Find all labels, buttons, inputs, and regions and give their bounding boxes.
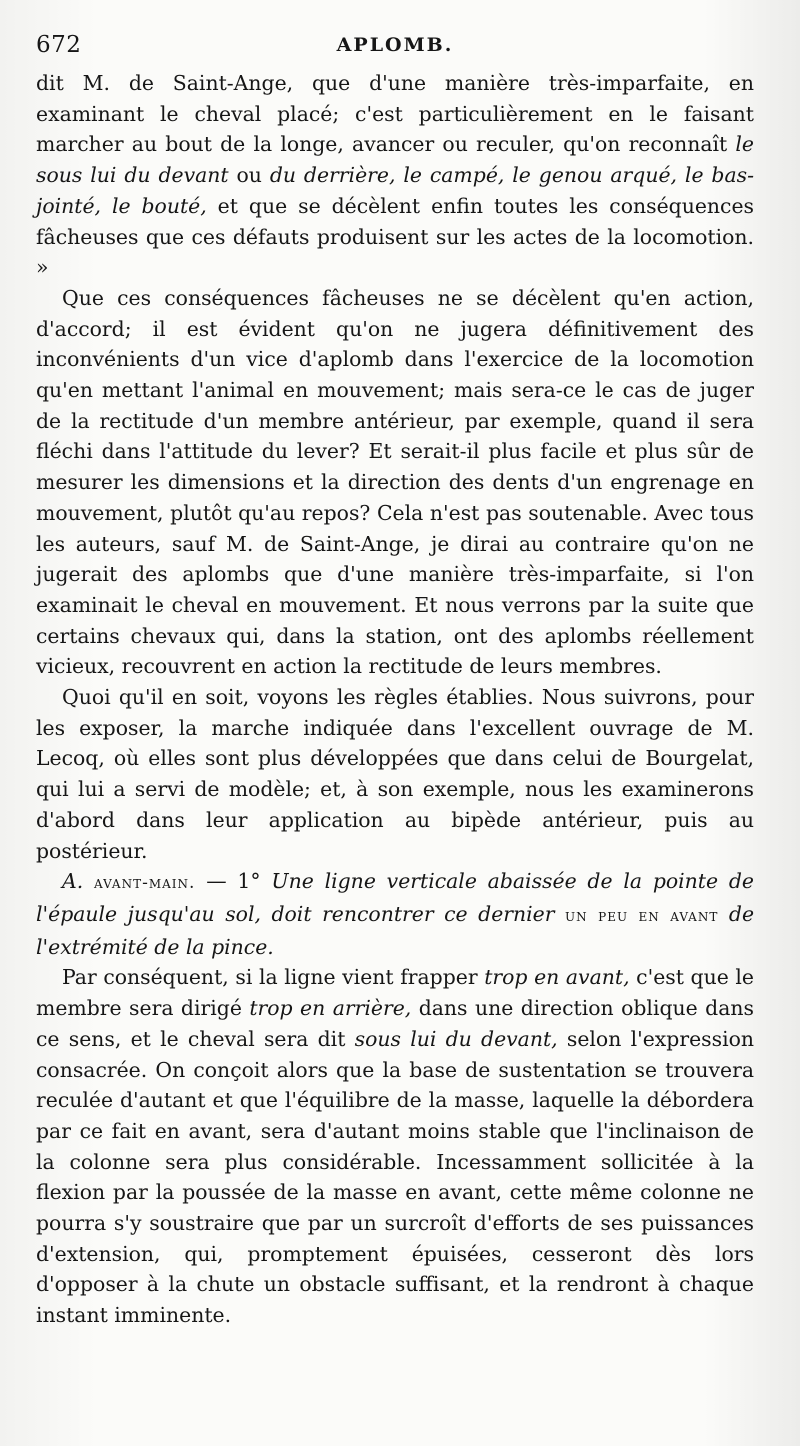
italic-text: sous lui du devant, <box>354 1026 558 1051</box>
paragraph <box>36 68 754 283</box>
page-number: 672 <box>36 32 82 58</box>
italic-text: trop en avant, <box>484 965 630 990</box>
italic-text: trop en arrière, <box>249 996 412 1021</box>
text-run: et que se décèlent enfin toutes les conséquences fâcheuses que ces défauts produisent sur les actes de la locomotion. » <box>36 193 754 280</box>
text-run: Quoi qu'il en soit, voyons les règles établies. Nous suivrons, pour les exposer, la marche indiquée dans l'excellent ouvrage de M. Lecoq, où elles sont plus développées que dans celui de Bourgelat, qui lui a servi de modèle; et, à son exemple, nous les examinerons d'abord dans leur application au bipède antérieur, puis au postérieur. <box>36 685 754 863</box>
text-run: dit M. de Saint-Ange, que d'une manière très-imparfaite, en examinant le cheval placé; c'est particulièrement en le faisant marcher au bout de la longe, avancer ou reculer, qu'on reconnaît <box>36 71 754 157</box>
body-text <box>36 68 754 1331</box>
paragraph <box>36 283 754 682</box>
italic-text: le sous lui du devant <box>36 132 754 188</box>
text-run: — 1° <box>195 869 272 894</box>
paragraph <box>36 962 754 1330</box>
paragraph <box>36 682 754 866</box>
small-caps-text: un peu en avant <box>565 905 719 926</box>
page-header <box>36 26 754 60</box>
text-run <box>718 902 729 926</box>
text-run: dans une direction oblique dans ce sens, et le cheval sera dit <box>36 996 754 1051</box>
text-run: Que ces conséquences fâcheuses ne se décèlent qu'en action, d'accord; il est évident qu'on ne jugera définitivement des inconvénients d'un vice d'aplomb dans l'exercice de la locomotion qu'en mettant l'animal en mouvement; mais sera-ce le cas de juger de la rectitude d'un membre antérieur, par exemple, quand il sera fléchi dans l'attitude du lever? Et serait-il plus facile et plus sûr de mesurer les dimensions et la direction des dents d'un engrenage en mouvement, plutôt qu'au repos? Cela n'est pas soutenable. Avec tous les auteurs, sauf M. de Saint-Ange, je dirai au contraire qu'on ne jugerait des aplombs que d'une manière très-imparfaite, si l'on examinait le cheval en mouvement. Et nous verrons par la suite que certains chevaux qui, dans la station, ont des aplombs réellement vicieux, recouvrent en action la rectitude de leurs membres. <box>36 285 754 679</box>
text-run: c'est que le membre sera dirigé <box>36 965 754 1021</box>
running-head: APLOMB. <box>336 34 454 56</box>
text-run <box>555 902 566 926</box>
text-run: selon l'expression consacrée. On conçoit alors que la base de sustentation se trouvera reculée d'autant et que l'équilibre de la masse, laquelle la débordera par ce fait en avant, sera d'autant moins stable que l'inclinaison de la colonne sera plus considérable. Incessamment sollicitée à la flexion par la poussée de la masse en avant, cette même colonne ne pourra s'y soustraire que par un surcroît d'efforts de ses puissances d'extension, qui, promptement épuisées, cesseront dès lors d'opposer à la chute un obstacle suffisant, et la rendront à chaque instant imminente. <box>36 1026 754 1328</box>
italic-text: du derrière, le campé, le genou arqué, le bas-jointé, le bouté, <box>36 163 754 218</box>
paragraph <box>36 866 754 962</box>
text-run: Par conséquent, si la ligne vient frapper <box>62 965 485 990</box>
italic-text: A. <box>62 869 84 894</box>
text-run: ou <box>228 163 270 188</box>
italic-text: Une ligne verticale abaissée de la pointe de l'épaule jusqu'au sol, doit rencontrer ce dernier <box>36 869 754 926</box>
italic-text: de l'extrémité de la pince. <box>36 901 755 959</box>
text-run <box>83 869 94 893</box>
small-caps-text: avant-main. <box>94 873 196 894</box>
